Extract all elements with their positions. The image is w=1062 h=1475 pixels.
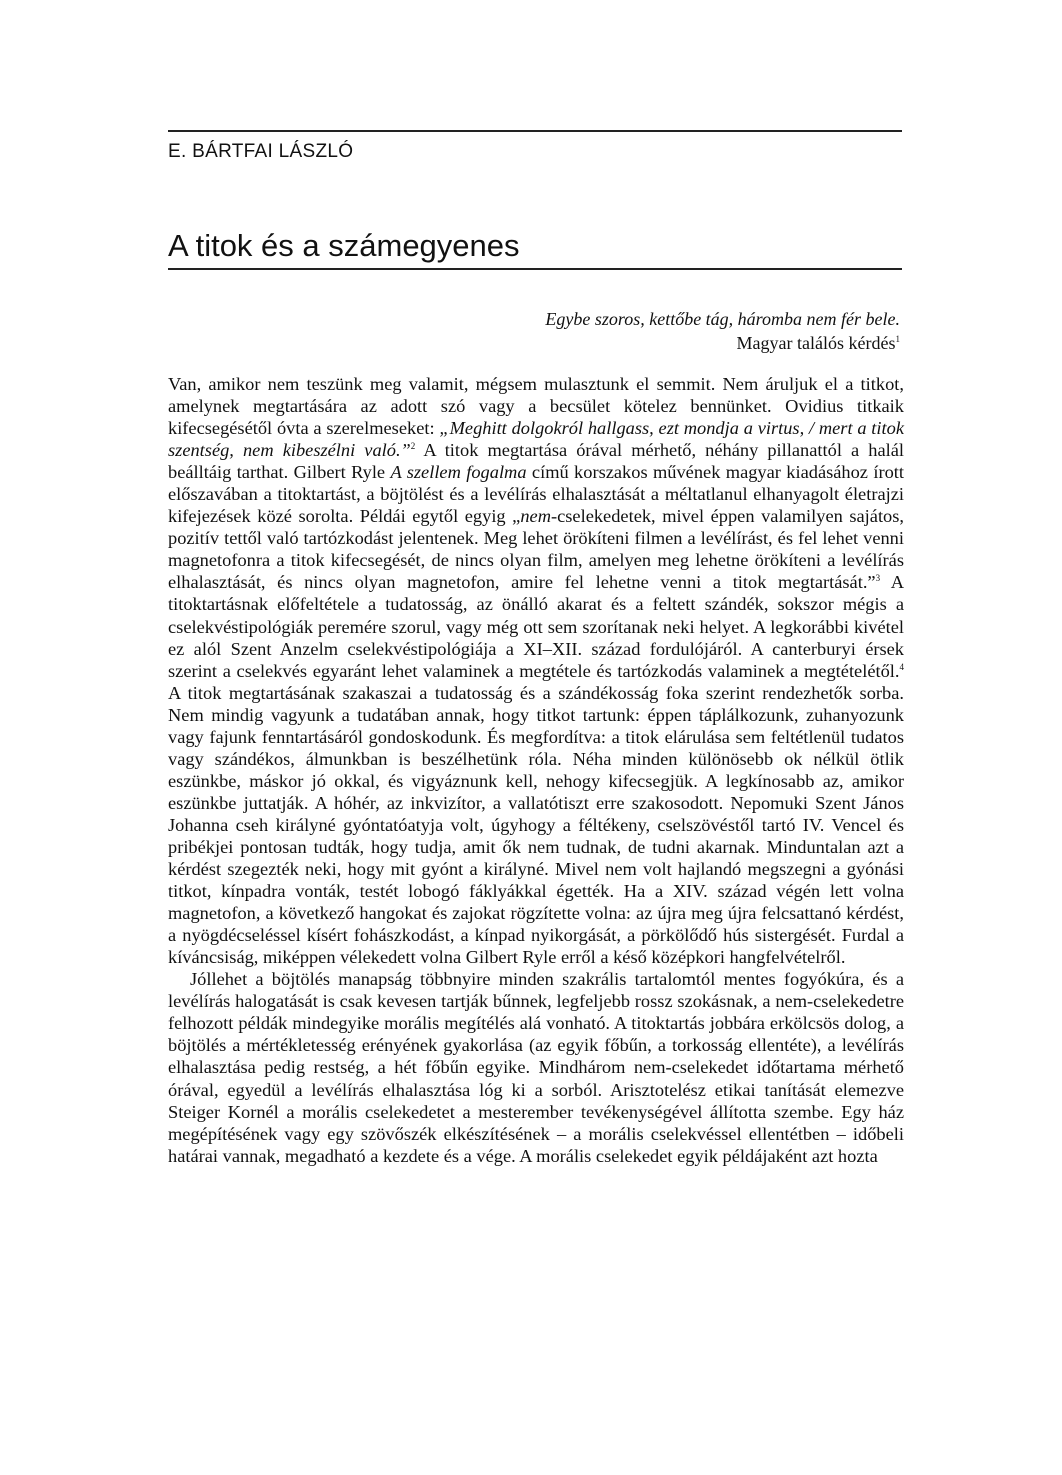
epigraph-source: Magyar találós kérdés (736, 333, 896, 353)
footnote-marker: 1 (895, 334, 900, 344)
article-title: A titok és a számegyenes (168, 228, 520, 263)
text-run: A titok megtartásának szakaszai a tudatosság és a szándékosság foka szerint rendezhetők sorba. Nem mindig vagyunk a tudatában annak, hogy titkot tartunk: éppen táplálkozunk, zuhanyozunk vagy fajunk fenntartásáról gondoskodunk. És megfordítva: a titok elárulása sem feltétlenül tudatos vagy szándékos, álmunkban is beszélhetünk róla. Néha minden különösebb ok nélkül ötlik eszünkbe, máskor jó okkal, és vigyáznunk kell, nehogy kifecsegjük. A legkínosabb az, amikor eszünkbe juttatják. A hóhér, az inkvizítor, a vallatótiszt erre szakosodott. Nepomuki Szent János Johanna cseh királyné gyóntatóatyja volt, úgyhogy a féltékeny, cselszövéstől tartó IV. Vencel és pribékjei pontosan tudták, hogy tudja, amit ők nem tudnak, de tudni akarnak. Minduntalan azt a kérdést szegezték neki, hogy mit gyónt a királyné. Mivel nem volt hajlandó megszegni a gyónási titkot, kínpadra vonták, testét lobogó fáklyákkal égették. Ha a XIV. század végén lett volna magnetofon, a következő hangokat és zajokat rögzítette volna: az újra meg újra felcsattanó kérdést, a nyögdécseléssel kísért fohászkodást, a kínpad nyikorgását, a pörkölődő hús sistergését. Furdal a kíváncsiság, miképpen vélekedett volna Gilbert Ryle erről a késő középkori hangfelvételről. (168, 682, 904, 968)
epigraph (545, 307, 900, 355)
text-run: Van, amikor nem teszünk meg valamit, mégsem mulasztunk el semmit. Nem áruljuk el a titkot, amelynek megtartására az adott szó vagy a becsület kötelez bennünket. Ovidius titkaik kifecsegésétől óvta a szerelmeseket: (168, 374, 904, 439)
footnote-marker: 4 (899, 661, 904, 672)
document-page (168, 0, 902, 1475)
epigraph-source-line (545, 331, 900, 355)
title-rule (168, 268, 902, 270)
paragraph: Jóllehet a böjtölés manapság többnyire minden szakrális tartalomtól mentes fogyókúra, és a levélírás halogatását is csak kevesen tartják bűnnek, legfeljebb rossz szokásnak, a nem-cselekedetre felhozott példák mindegyike morális megítélés alá vonható. A titoktartás jobbára erkölcsös dolog, a böjtölés a mértékletesség erényének gyakorlása (az egyik főbűn, a torkosság ellentéte), a levélírás elhalasztása pedig restség, a hét főbűn egyike. Mindhárom nem-cselekedet időtartama mérhető órával, egyedül a levélírás elhalasztása lóg ki a sorból. Arisztotelész etikai tanítását elemezve Steiger Kornél a morális cselekedetet a mesterember tevékenységével állította szembe. Egy ház megépítésének vagy egy szövőszék elkészítésének – a morális cselekvéssel ellentétben – időbeli határai vannak, megadható a kezdete és a vége. A morális cselekedet egyik példájaként azt hozta (168, 969, 904, 1166)
header-rule (168, 130, 902, 132)
emphasis-nem: nem (520, 506, 551, 527)
book-title: A szellem fogalma (390, 462, 527, 483)
ovid-quote: „Meghitt dolgokról hallgass, ezt mondja a virtus, / mert a titok szentség, nem kibeszélni való.” (168, 418, 904, 461)
text-run: -cselekedetek, mivel éppen valamilyen sajátos, pozitív tettől való tartózkodást jelentenek. Meg lehet örökíteni filmen a levélírást, és fel lehet venni magnetofonra a titok kifecsegését, de nincs olyan film, amelyen meg lehetne örökíteni a levélírás elhalasztását, és nincs olyan magnetofon, amire fel lehetne venni a titok megtartását.” (168, 506, 904, 593)
article-body (168, 373, 904, 1167)
epigraph-quote: Egybe szoros, kettőbe tág, háromba nem fér bele. (545, 309, 900, 329)
footnote-marker: 2 (410, 441, 416, 452)
paragraph (168, 373, 904, 968)
text-run: A titok megtartása órával mérhető, néhány pillanattól a halál beálltáig tarthat. Gilbert Ryle (168, 440, 904, 483)
text-run: című korszakos művének magyar kiadásához írott előszavában a titoktartást, a böjtölést és a levélírás elhalasztását a méltatlanul elhanyagolt életrajzi kifejezések közé sorolta. Példái egytől egyig „ (168, 462, 904, 527)
footnote-marker: 3 (875, 573, 881, 584)
author-name: E. BÁRTFAI LÁSZLÓ (168, 141, 354, 162)
text-run: A titoktartásnak előfeltétele a tudatosság, az önálló akarat és a feltett szándék, sokszor mégis a cselekvéstipológiák peremére szorul, vagy még ott sem szorítanak neki helyet. A legkorábbi kivétel ez alól Szent Anzelm cselekvéstipológiája a XI–XII. század fordulójáról. A canterburyi érsek szerint a cselekvés egyaránt lehet valaminek a megtétele és tartózkodás valaminek a megtételétől. (168, 572, 904, 681)
